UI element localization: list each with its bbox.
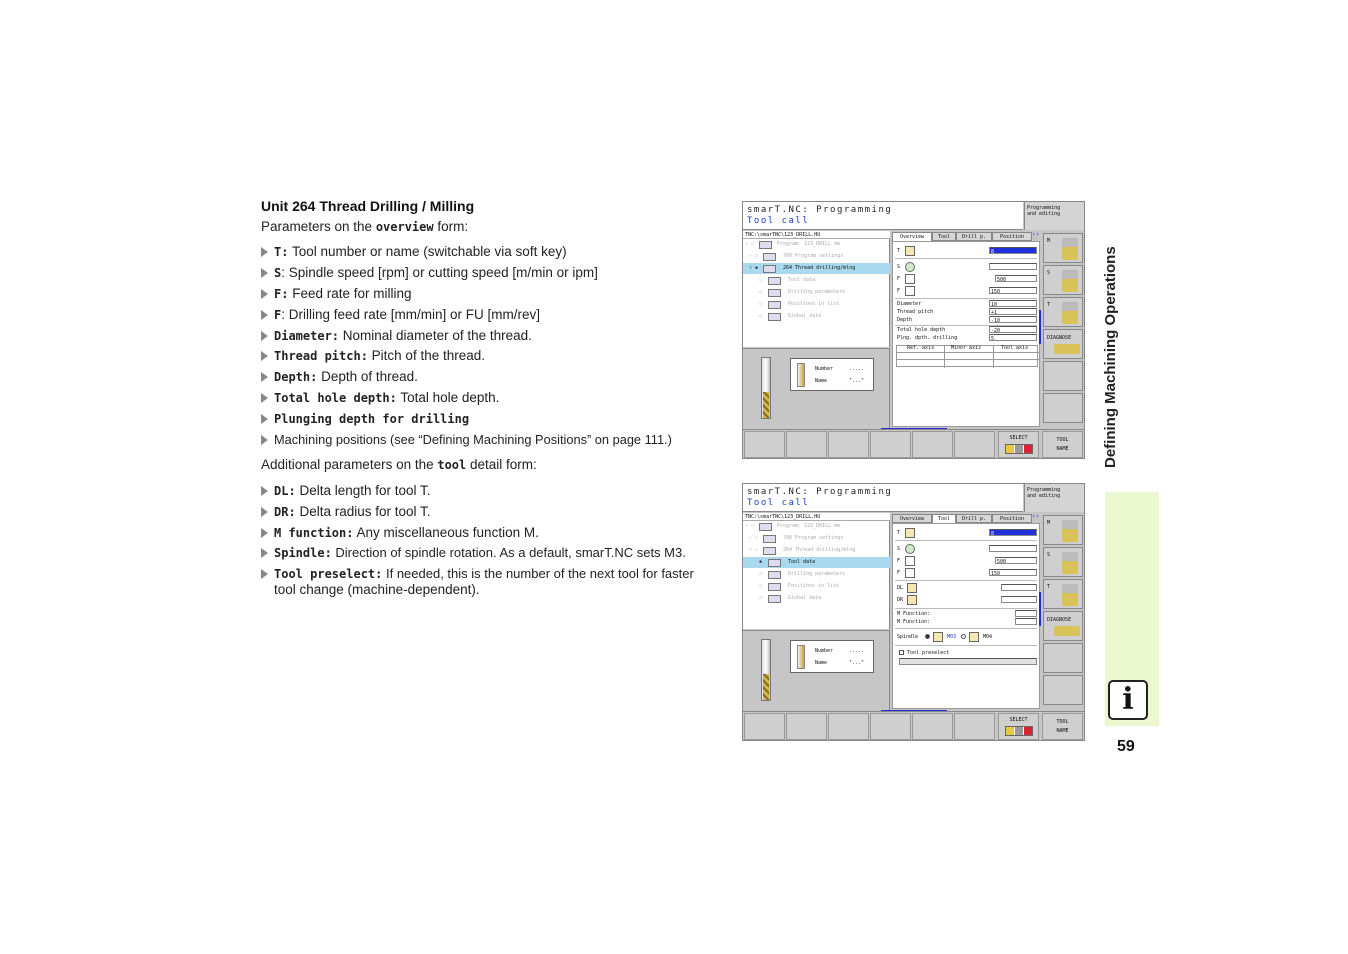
m-function-row: M Function: bbox=[897, 610, 1037, 618]
positions-grid[interactable]: Ref. axis Minor axis Tool axis bbox=[896, 345, 1038, 367]
softkey-empty[interactable] bbox=[870, 431, 911, 458]
softkey-empty[interactable] bbox=[786, 431, 827, 458]
s-field-row: S bbox=[897, 545, 1037, 553]
tab-drill-p[interactable]: Drill p. bbox=[956, 514, 992, 523]
t-input[interactable]: 8 bbox=[989, 247, 1037, 254]
form-row: Thread pitch +1 bbox=[897, 308, 1037, 316]
thread-mill-icon bbox=[761, 639, 771, 701]
diameter-input[interactable]: 10 bbox=[989, 300, 1037, 307]
bullet-triangle-icon bbox=[261, 486, 268, 496]
global-data-icon bbox=[768, 595, 781, 603]
feed-drill-icon bbox=[905, 568, 915, 578]
diagnose-icon bbox=[1054, 626, 1080, 636]
screen-header: smarT.NC: Programming Tool call bbox=[743, 202, 1023, 230]
softkey-empty[interactable] bbox=[744, 713, 785, 740]
spindle-ccw-icon bbox=[969, 632, 979, 642]
drill-params-icon bbox=[768, 289, 781, 297]
mode-indicator: Programming and editing bbox=[1024, 202, 1084, 230]
softkey-empty[interactable] bbox=[870, 713, 911, 740]
softkey-empty[interactable] bbox=[912, 431, 953, 458]
tab-position[interactable]: Position bbox=[992, 514, 1032, 523]
softkey-m[interactable]: M bbox=[1043, 233, 1083, 263]
bullet-triangle-icon bbox=[261, 569, 268, 579]
softkey-empty[interactable] bbox=[828, 431, 869, 458]
spindle-icon bbox=[1062, 270, 1078, 292]
bullet-triangle-icon bbox=[261, 393, 268, 403]
tool-preview bbox=[743, 348, 890, 428]
section-heading: Unit 264 Thread Drilling / Milling bbox=[261, 198, 475, 214]
bullet-triangle-icon bbox=[261, 331, 268, 341]
spindle-speed-icon bbox=[905, 544, 915, 554]
f-mill-input[interactable]: 500 bbox=[995, 557, 1037, 564]
softkey-tool-name[interactable]: TOOL NAME bbox=[1042, 431, 1083, 458]
softkey-column bbox=[1041, 513, 1084, 709]
tool-icon bbox=[768, 559, 781, 567]
dr-field-row: DR bbox=[897, 596, 1037, 604]
softkey-select[interactable]: SELECT bbox=[998, 713, 1039, 740]
f-drill-field-row: F 150 bbox=[897, 287, 1037, 295]
tree-item[interactable]: ▫ Global data bbox=[759, 595, 822, 601]
bullet-triangle-icon bbox=[261, 289, 268, 299]
tool-form bbox=[892, 523, 1040, 709]
select-icons bbox=[1005, 444, 1033, 454]
tree-item[interactable]: ▿ ▫ Program: 123_DRILL mm bbox=[745, 241, 841, 247]
screenshot-overview-form bbox=[742, 201, 1085, 459]
softkey-empty[interactable] bbox=[912, 713, 953, 740]
drill-params-icon bbox=[768, 571, 781, 579]
softkey-bar bbox=[743, 429, 1084, 458]
global-data-icon bbox=[768, 313, 781, 321]
softkey-empty[interactable] bbox=[828, 713, 869, 740]
softkey-column bbox=[1041, 231, 1084, 427]
form-tabs bbox=[892, 231, 1040, 241]
feed-mill-icon bbox=[905, 556, 915, 566]
bullet-triangle-icon bbox=[261, 351, 268, 361]
m04-radio[interactable] bbox=[961, 634, 966, 639]
f-mill-field-row: F 500 bbox=[897, 275, 1037, 283]
form-row: Total hole depth -20 bbox=[897, 326, 1037, 334]
m-function-input-2[interactable] bbox=[1015, 618, 1037, 625]
file-path: TNC:\smarTNC\123_DRILL.HU bbox=[743, 513, 890, 521]
program-tree bbox=[743, 521, 890, 629]
bullet-triangle-icon bbox=[261, 372, 268, 382]
softkey-t[interactable]: T bbox=[1043, 297, 1083, 327]
softkey-m[interactable]: M bbox=[1043, 515, 1083, 545]
tree-item[interactable]: ▹ ▫ 700 Program settings bbox=[749, 535, 844, 541]
tab-position[interactable]: Position bbox=[992, 232, 1032, 241]
softkey-diagnose[interactable]: DIAGNOSE bbox=[1043, 611, 1083, 641]
bullet-triangle-icon bbox=[261, 507, 268, 517]
t-field-row: T 8 bbox=[897, 529, 1037, 537]
bullet-triangle-icon bbox=[261, 247, 268, 257]
tree-item[interactable]: ▫ Global data bbox=[759, 313, 822, 319]
tool-preselect-field-row bbox=[897, 658, 1037, 666]
bullet-triangle-icon bbox=[261, 268, 268, 278]
softkey-empty[interactable] bbox=[1043, 643, 1083, 673]
select-icons bbox=[1005, 726, 1033, 736]
bullet-triangle-icon bbox=[261, 414, 268, 424]
form-row: Diameter 10 bbox=[897, 300, 1037, 308]
tool-small-icon bbox=[797, 363, 805, 387]
m-function-row: M Function: bbox=[897, 618, 1037, 626]
dl-field-row: DL bbox=[897, 584, 1037, 592]
tab-scroll-arrows[interactable]: ‹› bbox=[1032, 231, 1040, 238]
feed-drill-icon bbox=[905, 286, 915, 296]
tool-preselect-input[interactable] bbox=[899, 658, 1037, 665]
thread-pitch-input[interactable]: +1 bbox=[989, 308, 1037, 315]
tab-drill-p[interactable]: Drill p. bbox=[956, 232, 992, 241]
feed-mill-icon bbox=[905, 274, 915, 284]
additional-paragraph: Additional parameters on the tool detail form: bbox=[261, 457, 537, 472]
softkey-empty[interactable] bbox=[954, 431, 995, 458]
form-tabs bbox=[892, 513, 1040, 523]
m03-radio[interactable] bbox=[925, 634, 930, 639]
tool-icon bbox=[768, 277, 781, 285]
program-icon bbox=[759, 241, 772, 249]
tool-info-box: Number ..... Name "..." bbox=[790, 640, 874, 673]
screen-header: smarT.NC: Programming Tool call bbox=[743, 484, 1023, 512]
diagnose-icon bbox=[1054, 344, 1080, 354]
overview-form bbox=[892, 241, 1040, 427]
settings-icon bbox=[763, 535, 776, 543]
softkey-s[interactable]: S bbox=[1043, 547, 1083, 577]
softkey-empty[interactable] bbox=[954, 713, 995, 740]
tree-item[interactable]: ▫ Drilling parameters bbox=[759, 571, 846, 577]
tree-item[interactable]: ▹ ▫ 700 Program settings bbox=[749, 253, 844, 259]
s-input[interactable] bbox=[989, 545, 1037, 552]
mode-indicator: Programming and editing bbox=[1024, 484, 1084, 512]
total-hole-depth-input[interactable]: -20 bbox=[989, 326, 1037, 333]
f-mill-field-row: F 500 bbox=[897, 557, 1037, 565]
drill-unit-icon bbox=[763, 547, 776, 555]
form-row: Depth -10 bbox=[897, 316, 1037, 324]
tab-tool[interactable]: Tool bbox=[932, 514, 956, 523]
softkey-empty[interactable] bbox=[1043, 675, 1083, 705]
bullet-triangle-icon bbox=[261, 435, 268, 445]
spindle-cw-icon bbox=[933, 632, 943, 642]
tree-item[interactable]: ▿ ▫ 264 Thread drilling/mlng bbox=[749, 547, 856, 553]
softkey-bar bbox=[743, 711, 1084, 740]
program-icon bbox=[759, 523, 772, 531]
file-path: TNC:\smarTNC\123_DRILL.HU bbox=[743, 231, 890, 239]
t-field-row: T 8 bbox=[897, 247, 1037, 255]
tool-icon bbox=[905, 246, 915, 256]
m-function-input-1[interactable] bbox=[1015, 610, 1037, 617]
tab-scroll-arrows[interactable]: ‹› bbox=[1032, 513, 1040, 520]
f-drill-field-row: F 150 bbox=[897, 569, 1037, 577]
tool-small-icon bbox=[797, 645, 805, 669]
info-icon: i bbox=[1108, 680, 1148, 720]
program-tree bbox=[743, 239, 890, 347]
softkey-tool-name[interactable]: TOOL NAME bbox=[1042, 713, 1083, 740]
t-input[interactable]: 8 bbox=[989, 529, 1037, 536]
tool-icon bbox=[905, 528, 915, 538]
s-field-row: S bbox=[897, 263, 1037, 271]
plunging-depth-input[interactable]: 5 bbox=[989, 334, 1037, 341]
delta-length-icon bbox=[907, 583, 917, 593]
f-drill-input[interactable]: 150 bbox=[989, 569, 1037, 576]
m-function-icon bbox=[1062, 520, 1078, 542]
softkey-diagnose[interactable]: DIAGNOSE bbox=[1043, 329, 1083, 359]
bullet-triangle-icon bbox=[261, 548, 268, 558]
tab-overview[interactable]: Overview bbox=[892, 514, 932, 523]
softkey-empty[interactable] bbox=[786, 713, 827, 740]
spindle-speed-icon bbox=[905, 262, 915, 272]
positions-icon bbox=[768, 301, 781, 309]
tab-overview[interactable]: Overview bbox=[892, 232, 932, 241]
tool-change-icon bbox=[1062, 302, 1078, 324]
form-row: Plng. dpth. drilling 5 bbox=[897, 334, 1037, 342]
tree-item-selected[interactable]: ▿ ▪ 264 Thread drilling/mlng bbox=[743, 263, 890, 274]
tool-preselect-row: Tool preselect bbox=[897, 649, 1037, 657]
bullet-triangle-icon bbox=[261, 310, 268, 320]
bullet-triangle-icon bbox=[261, 528, 268, 538]
s-input[interactable] bbox=[989, 263, 1037, 270]
tool-change-icon bbox=[1062, 584, 1078, 606]
softkey-empty[interactable] bbox=[1043, 393, 1083, 423]
tool-preselect-checkbox[interactable] bbox=[899, 650, 904, 655]
tree-item-selected[interactable]: ▪ Tool data bbox=[743, 557, 890, 568]
dr-input[interactable] bbox=[1001, 596, 1037, 603]
tree-item[interactable]: ▫ Tool data bbox=[759, 277, 816, 283]
softkey-s[interactable]: S bbox=[1043, 265, 1083, 295]
f-drill-input[interactable]: 150 bbox=[989, 287, 1037, 294]
softkey-select[interactable]: SELECT bbox=[998, 431, 1039, 458]
tree-item[interactable]: ▫ Drilling parameters bbox=[759, 289, 846, 295]
m-function-icon bbox=[1062, 238, 1078, 260]
softkey-empty[interactable] bbox=[1043, 361, 1083, 391]
thread-mill-icon bbox=[761, 357, 771, 419]
drill-unit-icon bbox=[763, 265, 776, 273]
settings-icon bbox=[763, 253, 776, 261]
tree-item[interactable]: ▿ ▫ Program: 123_DRILL mm bbox=[745, 523, 841, 529]
spindle-row: Spindle M03 M04 bbox=[897, 634, 993, 640]
softkey-empty[interactable] bbox=[744, 431, 785, 458]
tab-tool[interactable]: Tool bbox=[932, 232, 956, 241]
softkey-t[interactable]: T bbox=[1043, 579, 1083, 609]
tree-item[interactable]: ▫ Positions in list bbox=[759, 301, 840, 307]
dl-input[interactable] bbox=[1001, 584, 1037, 591]
tool-preview bbox=[743, 630, 890, 710]
tool-info-box: Number ..... Name "..." bbox=[790, 358, 874, 391]
intro-paragraph: Parameters on the overview form: bbox=[261, 219, 469, 234]
spindle-icon bbox=[1062, 552, 1078, 574]
positions-icon bbox=[768, 583, 781, 591]
page-number: 59 bbox=[1117, 738, 1135, 755]
f-mill-input[interactable]: 500 bbox=[995, 275, 1037, 282]
tree-item[interactable]: ▫ Positions in list bbox=[759, 583, 840, 589]
screenshot-tool-form bbox=[742, 483, 1085, 741]
depth-input[interactable]: -10 bbox=[989, 316, 1037, 323]
delta-radius-icon bbox=[907, 595, 917, 605]
